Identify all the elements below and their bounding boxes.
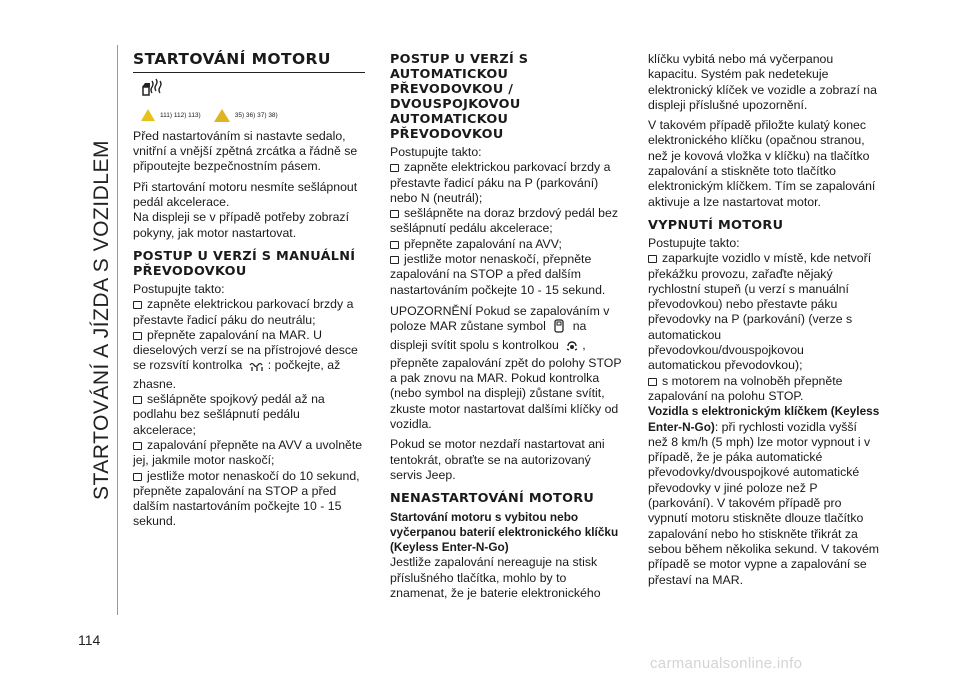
paragraph: Před nastartováním si nastavte sedalo, vnitřní a vnější zpětná zrcátka a řádně se připoutejte bezpečnostním pásem. (133, 128, 358, 174)
warning-references (141, 108, 365, 123)
climate-icon (137, 77, 365, 103)
list-item: sešlápněte na doraz brzdový pedál bez sešlápnutí pedálu akcelerace; (390, 206, 618, 236)
chapter-side-title (72, 40, 132, 600)
checkbox-bullet-icon (648, 378, 657, 386)
checkbox-bullet-icon (133, 396, 142, 404)
caution-triangle-icon (214, 109, 230, 122)
checkbox-bullet-icon (133, 332, 142, 340)
paragraph: V takovém případě přiložte kulatý konec elektronického klíčku (opačnou stranou, než je kovová vložka v klíčku) na tlačítko zapalování a stiskněte toto tlačítko elektronickým klíčkem. Tím se zapalování aktivuje a lze nastartovat motor. (648, 118, 876, 209)
heading-no-start: NENASTARTOVÁNÍ MOTORU (390, 491, 595, 507)
paragraph: Při startování motoru nesmíte sešlápnout pedál akcelerace. (133, 179, 358, 210)
checkbox-bullet-icon (133, 442, 142, 450)
key-symbol-icon (552, 319, 566, 337)
column-1 (133, 52, 365, 530)
paragraph: Pokud se motor nezdaří nastartovat ani tentokrát, obraťte se na autorizovaný servis Jeep. (390, 437, 605, 482)
chapter-title-text: STARTOVÁNÍ A JÍZDA S VOZIDLEM (90, 140, 113, 500)
checkbox-bullet-icon (390, 256, 399, 264)
list-item: zaparkujte vozidlo v místě, kde netvoří překážku provozu, zařaďte nějaký rychlostní stupeň (u verzí s manuální převodovkou) nebo přestavte páku převodovky na P (parkování) (verze s automatickou převodovkou/dvouspojkovou automatickou převodovkou); (648, 251, 872, 373)
column-3 (648, 52, 880, 593)
paragraph: Na displeji se v případě potřeby zobrazí pokyny, jak motor nastartovat. (133, 210, 349, 240)
side-divider (117, 45, 118, 615)
immobilizer-icon (565, 338, 579, 356)
warning-note: UPOZORNĚNÍ Pokud se zapalováním v poloze MAR zůstane symbol na displeji svítit spolu s kontrolkou , přepněte zapalování zpět do polohy STOP a pak znovu na MAR. Pokud kontrolka (nebo symbol na displeji) zůstane svítit, zkuste motor nastartovat dalšími klíčky od vozidla. (390, 303, 622, 432)
checkbox-bullet-icon (390, 210, 399, 218)
intro-text: Postupujte takto: (133, 281, 225, 296)
list-item: zapněte elektrickou parkovací brzdy a přestavte řadicí páku na P (parkování) nebo N (neutrál); (390, 160, 611, 205)
checkbox-bullet-icon (390, 164, 399, 172)
caution-notes-ref: 35) 36) 37) 38) (234, 111, 278, 119)
list-item: jestliže motor nenaskočí, přepněte zapalování na STOP a před dalším nastartováním počkejte 10 - 15 sekund. (390, 252, 606, 297)
heading-automatic-gearbox: POSTUP U VERZÍ S AUTOMATICKOU PŘEVODOVKOU / DVOUSPOJKOVOU AUTOMATICKOU PŘEVODOVKOU (390, 52, 529, 142)
subheading-emergency-start: Startování motoru s vybitou nebo vyčerpanou baterií elektronického klíčku (Keyless Enter-N-Go) (390, 510, 619, 555)
list-item: zapalování přepněte na AVV a uvolněte jej, jakmile motor naskočí; (133, 437, 363, 468)
paragraph: Jestliže zapalování nereaguje na stisk příslušného tlačítka, mohlo by to znamenat, že je baterie elektronického (390, 555, 601, 600)
list-item: přepněte zapalování na MAR. U dieselových verzí se na přístrojové desce se rozsvítí kontrolka : počkejte, až zhasne. (133, 327, 358, 391)
warning-notes-ref: 111) 112) 113) (160, 111, 201, 119)
heading-engine-stop: VYPNUTÍ MOTORU (648, 217, 784, 233)
warning-triangle-icon (141, 109, 155, 121)
checkbox-bullet-icon (648, 255, 657, 263)
intro-text: Postupujte takto: (648, 235, 740, 250)
list-item: přepněte zapalování na AVV; (390, 237, 622, 252)
keyless-paragraph: Vozidla s elektronickým klíčkem (Keyless Enter-N-Go): při rychlosti vozidla vyšší než 8 km/h (5 mph) lze motor vypnout i v případě, že je páka automatické převodovky/dvouspojkové automatické převodovky v jiné poloze než P (parkování). V takovém případě pro vypnutí motoru stiskněte dlouze tlačítko zapalování nebo ho stiskněte třikrát za sebou během několika sekund. V takovém případě se motor vypne a zapalování se přestaví na MAR. (648, 404, 880, 587)
heading-manual-gearbox: POSTUP U VERZÍ S MANUÁLNÍ PŘEVODOVKOU (133, 248, 356, 279)
glow-plug-icon (249, 361, 265, 376)
list-item: zapněte elektrickou parkovací brzdy a přestavte řadicí páku do neutrálu; (133, 297, 354, 327)
keyless-subheading: Vozidla s elektronickým klíčkem (Keyless Enter-N-Go) (648, 404, 880, 434)
page-number: 114 (78, 632, 101, 648)
section-title-starting: STARTOVÁNÍ MOTORU (133, 52, 365, 73)
checkbox-bullet-icon (133, 301, 142, 309)
list-item: sešlápněte spojkový pedál až na podlahu bez sešlápnutí pedálu akcelerace; (133, 392, 325, 437)
intro-text: Postupujte takto: (390, 145, 482, 159)
checkbox-bullet-icon (133, 473, 142, 481)
checkbox-bullet-icon (390, 241, 399, 249)
list-item: s motorem na volnoběh přepněte zapalování na polohu STOP. (648, 373, 843, 403)
watermark: carmanualsonline.info (650, 655, 803, 672)
paragraph: klíčku vybitá nebo má vyčerpanou kapacitu. Systém pak nedetekuje elektronický klíček ve vozidle a zobrazí na displeji příslušné upozornění. (648, 52, 877, 112)
column-2 (390, 52, 622, 606)
list-item: jestliže motor nenaskočí do 10 sekund, přepněte zapalování na STOP a před dalším nastartováním počkejte 10 - 15 sekund. (133, 468, 360, 529)
